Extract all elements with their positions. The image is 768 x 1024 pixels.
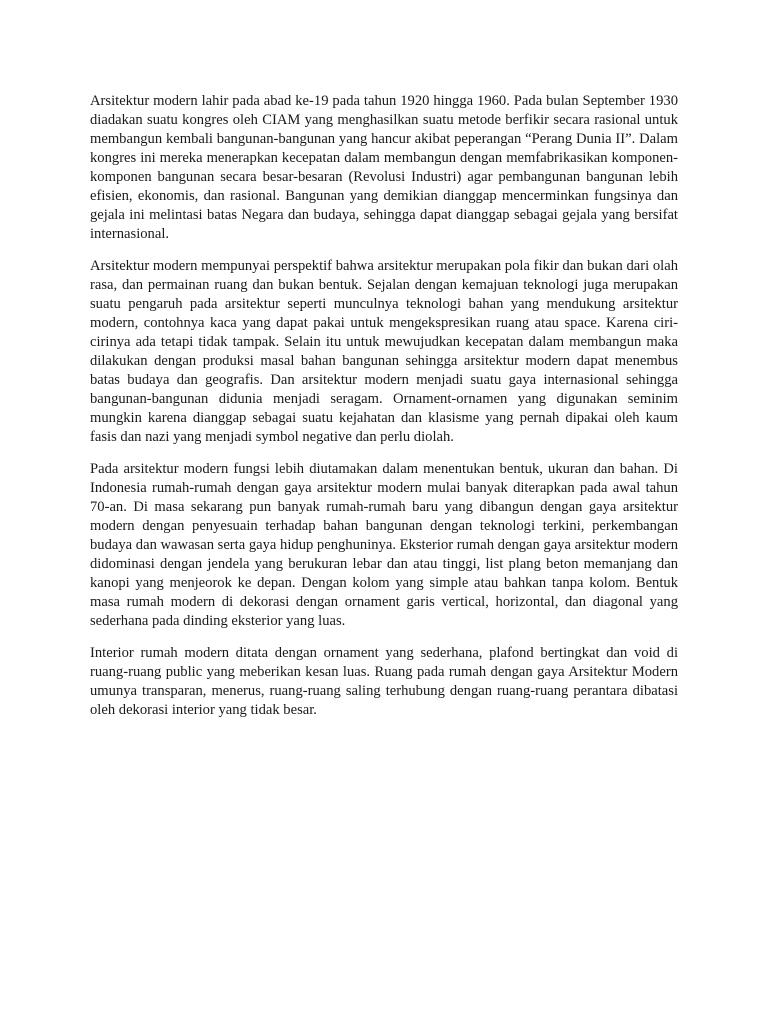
paragraph-4: Interior rumah modern ditata dengan ornament yang sederhana, plafond bertingkat dan void di ruang-ruang public yang meberikan kesan luas. Ruang pada rumah dengan gaya Arsitektur Modern umunya transparan, menerus, ruang-ruang saling terhubung dengan ruang-ruang perantara dibatasi oleh dekorasi interior yang tidak besar.: [90, 645, 678, 718]
paragraph-3: Pada arsitektur modern fungsi lebih diutamakan dalam menentukan bentuk, ukuran dan bahan. Di Indonesia rumah-rumah dengan gaya arsitektur modern mulai banyak diterapkan pada awal tahun 70-an. Di masa sekarang pun banyak rumah-rumah baru yang dibangun dengan gaya arsitektur modern dengan penyesuain terhadap bahan bangunan dengan teknologi terkini, perkembangan budaya dan wawasan serta gaya hidup penghuninya. Eksterior rumah dengan gaya arsitektur modern didominasi dengan jendela yang berukuran lebar dan atau tinggi, list plang beton memanjang dan kanopi yang menjeorok ke depan. Dengan kolom yang simple atau bahkan tanpa kolom. Bentuk masa rumah modern di dekorasi dengan ornament garis vertical, horizontal, dan diagonal yang sederhana pada dinding eksterior yang luas.: [90, 461, 679, 629]
paragraph-2: Arsitektur modern mempunyai perspektif bahwa arsitektur merupakan pola fikir dan bukan dari olah rasa, dan permainan ruang dan bukan bentuk. Sejalan dengan kemajuan teknologi juga merupakan suatu pengaruh pada arsitektur seperti munculnya teknologi bahan yang mendukung arsitektur modern, contohnya kaca yang dapat pakai untuk mengekspresikan ruang atau space. Karena ciri-cirinya ada tetapi tidak tampak. Selain itu untuk mewujudkan kecepatan dalam membangun maka dilakukan dengan produksi masal bahan bangunan sehingga arsitektur modern dapat menembus batas budaya dan geografis. Dan arsitektur modern menjadi suatu gaya internasional sehingga bangunan-bangunan didunia menjadi seragam. Ornament-ornamen yang digunakan seminim mungkin karena dianggap sebagai suatu kejahatan dan klasisme yang pernah dipakai oleh kaum fasis dan nazi yang menjadi symbol negative dan perlu diolah.: [90, 258, 678, 445]
paragraph-1: Arsitektur modern lahir pada abad ke-19 pada tahun 1920 hingga 1960. Pada bulan September 1930 diadakan suatu kongres oleh CIAM yang menghasilkan suatu metode berfikir secara rasional untuk membangun kembali bangunan-bangunan yang hancur akibat peperangan “Perang Dunia II”. Dalam kongres ini mereka menerapkan kecepatan dalam membangun dengan memfabrikasikan komponen-komponen bangunan secara besar-besaran (Revolusi Industri) agar pembangunan bangunan lebih efisien, ekonomis, dan rasional. Bangunan yang demikian dianggap mencerminkan fungsinya dan gejala ini melintasi batas Negara dan budaya, sehingga dapat dianggap sebagai gejala yang bersifat internasional.: [90, 93, 678, 242]
document-body: [90, 92, 678, 733]
